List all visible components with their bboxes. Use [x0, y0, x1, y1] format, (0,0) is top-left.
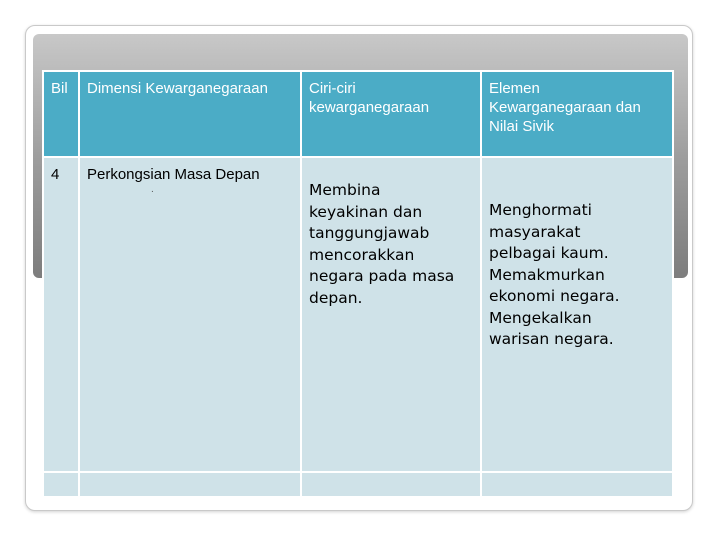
- header-ciri-line: kewarganegaraan: [309, 99, 430, 116]
- elemen-line: Mengekalkan: [489, 308, 592, 327]
- empty-cell: [79, 472, 301, 497]
- header-cell-bil: [43, 71, 79, 157]
- table-empty-row: [43, 472, 673, 497]
- header-elemen-line: Elemen: [489, 80, 540, 97]
- elemen-line: ekonomi negara.: [489, 287, 620, 305]
- table-row: [43, 157, 673, 472]
- header-dimensi-text: Dimensi Kewarganegaraan: [87, 80, 268, 97]
- content-table: [42, 70, 674, 498]
- elemen-line: Memakmurkan: [489, 265, 605, 284]
- ciri-line: Membina: [309, 181, 381, 199]
- empty-cell: [481, 472, 673, 497]
- ciri-line: tanggungjawab: [309, 224, 430, 242]
- header-ciri-line: Ciri-ciri: [309, 80, 356, 97]
- ciri-line: depan.: [309, 288, 363, 307]
- ciri-line: keyakinan dan: [309, 202, 423, 221]
- header-cell-ciri: [301, 71, 481, 157]
- ciri-line: mencorakkan: [309, 245, 415, 264]
- bil-value: 4: [51, 166, 60, 183]
- elemen-line: masyarakat: [489, 222, 581, 241]
- cell-dimensi: [79, 157, 301, 472]
- header-bil-text: Bil: [51, 80, 68, 97]
- cell-bil: [43, 157, 79, 472]
- cell-elemen: [481, 157, 673, 472]
- header-elemen-line: Nilai Sivik: [489, 118, 555, 135]
- header-cell-dimensi: [79, 71, 301, 157]
- header-elemen-line: Kewarganegaraan dan: [489, 99, 641, 116]
- cell-ciri: [301, 157, 481, 472]
- dimensi-value: Perkongsian Masa Depan: [87, 166, 260, 183]
- dimensi-mark: .: [151, 184, 154, 195]
- elemen-line: Menghormati: [489, 201, 592, 219]
- table-header-row: [43, 71, 673, 157]
- empty-cell: [43, 472, 79, 497]
- elemen-line: pelbagai kaum.: [489, 244, 609, 262]
- header-cell-elemen: [481, 71, 673, 157]
- ciri-line: negara pada masa: [309, 267, 455, 285]
- elemen-line: warisan negara.: [489, 330, 614, 348]
- empty-cell: [301, 472, 481, 497]
